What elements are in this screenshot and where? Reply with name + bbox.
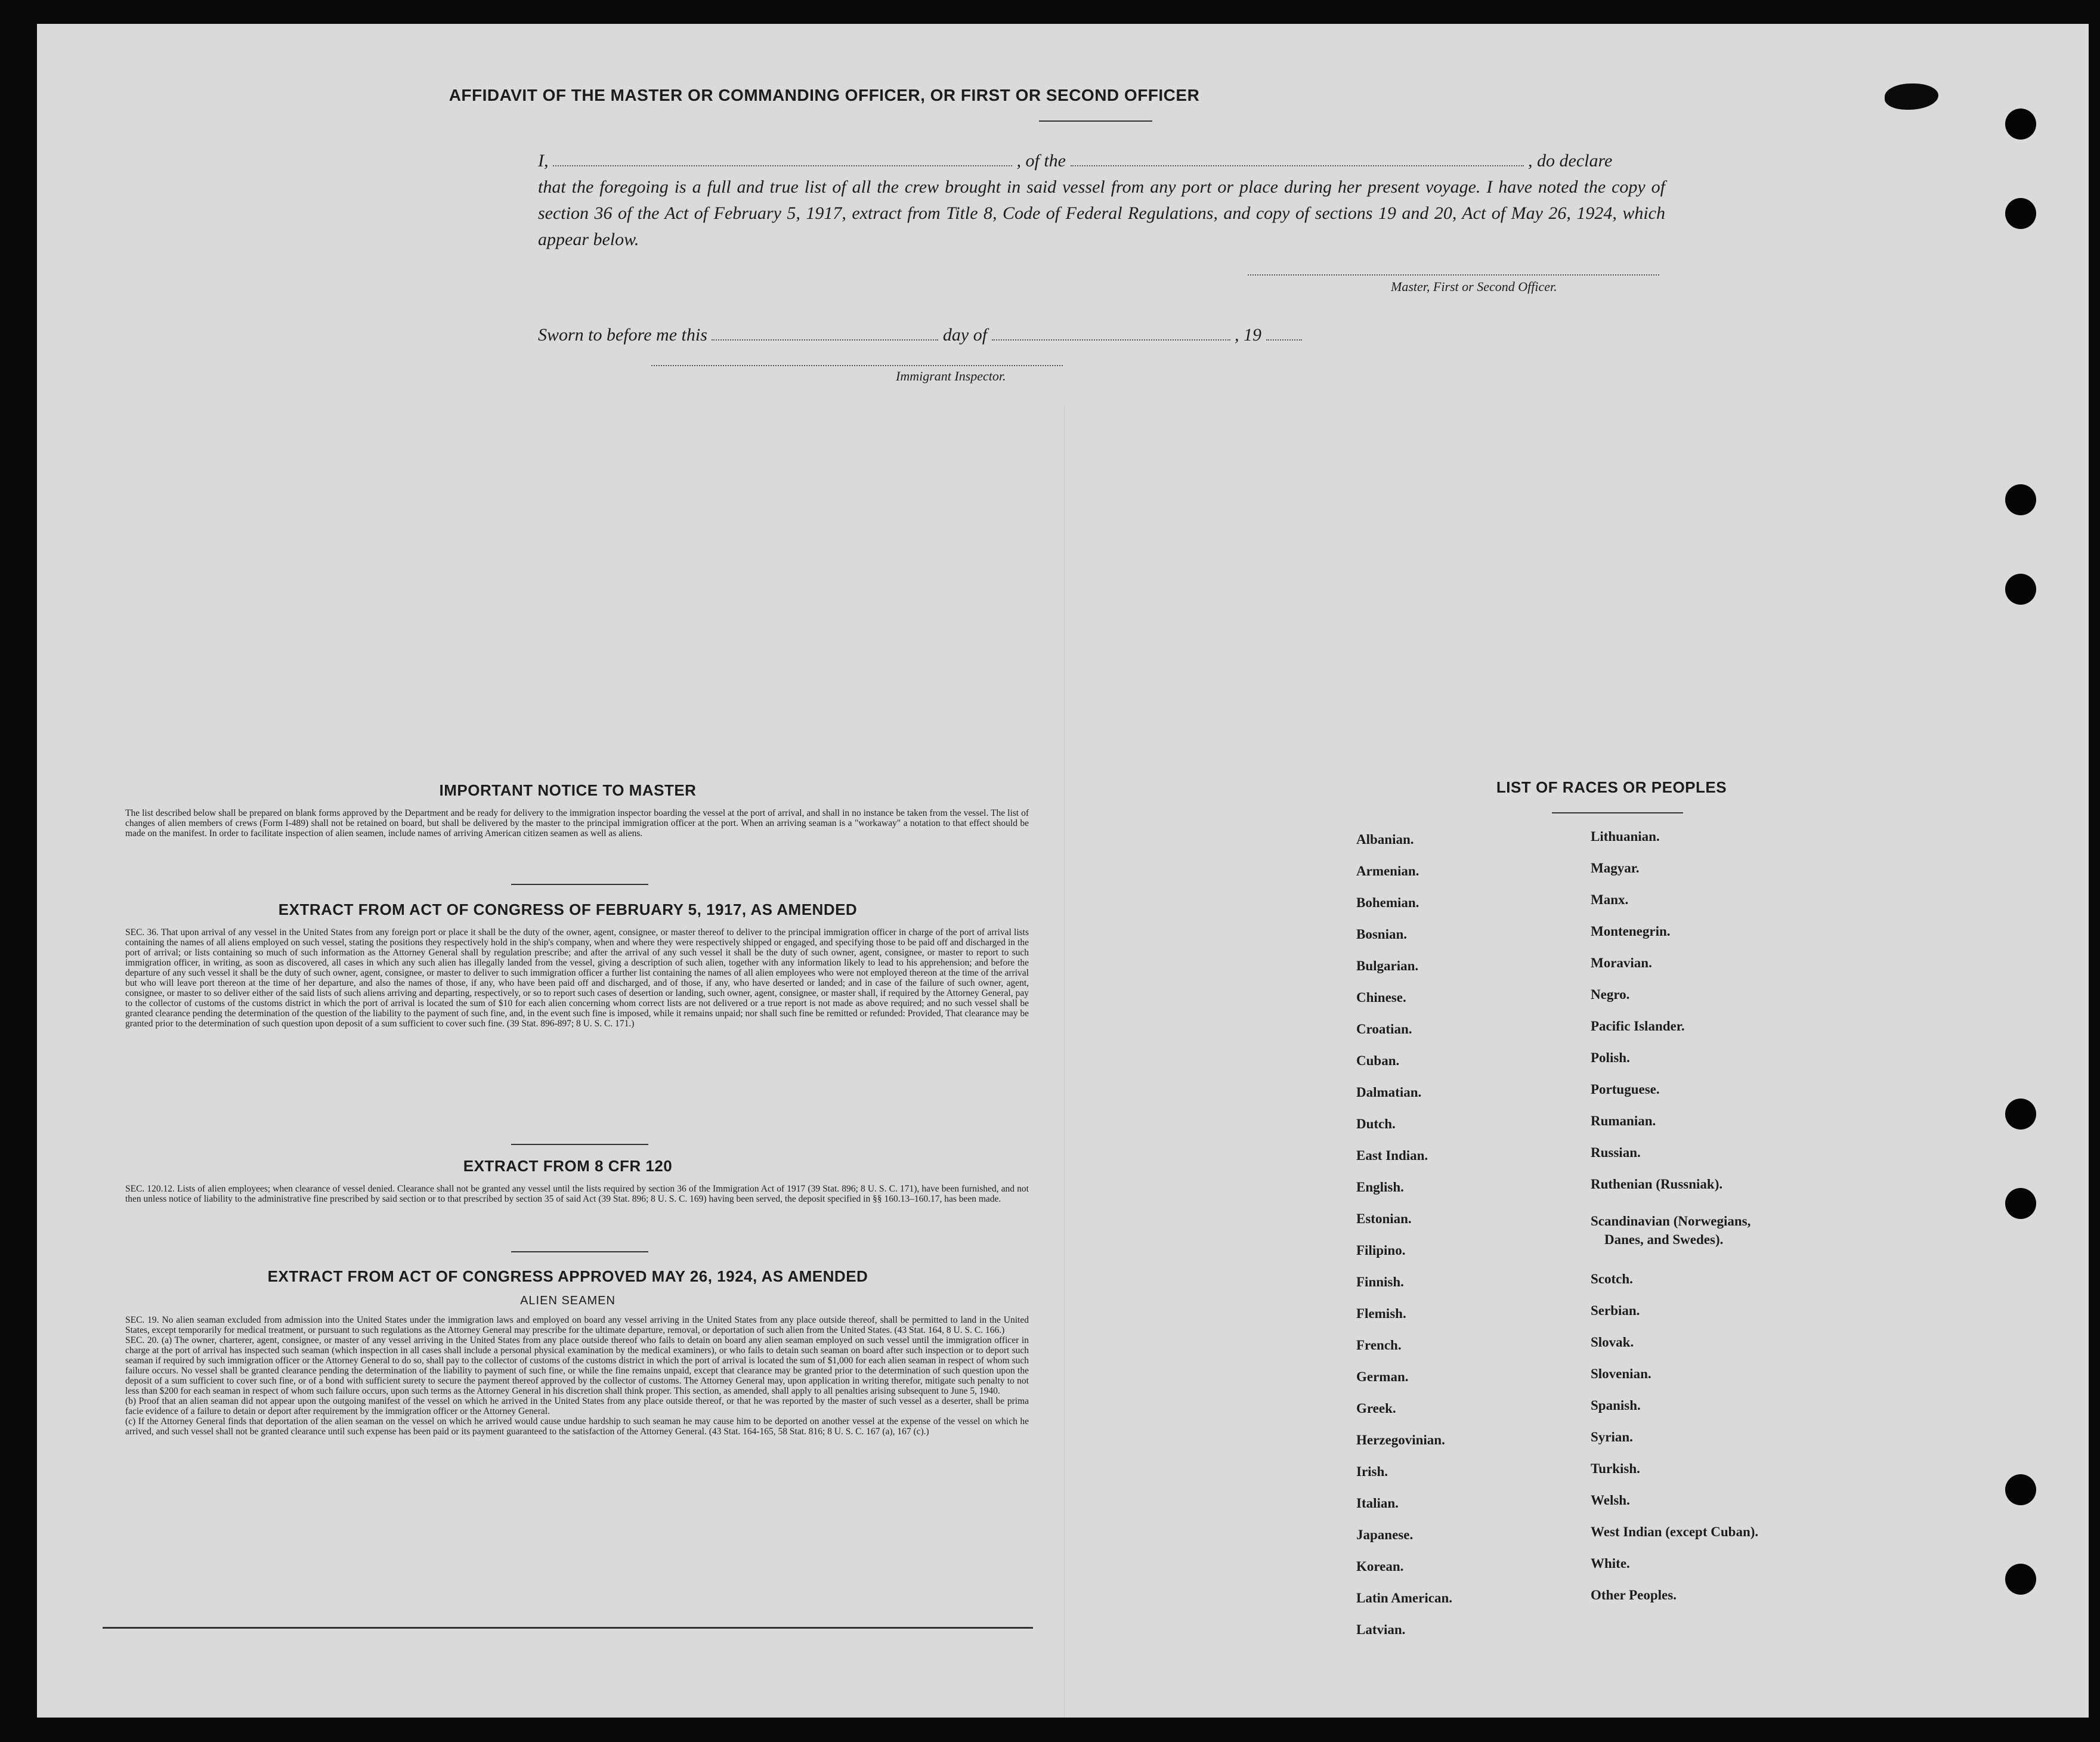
punch-hole — [2005, 1188, 2036, 1219]
vessel-blank[interactable] — [1071, 165, 1524, 166]
race-item: Welsh. — [1591, 1493, 1630, 1508]
extract-1917-body: SEC. 36. That upon arrival of any vessel in the United States from any foreign port or place it shall be the duty of the owner, agent, consignee, or master thereof to deliver to the principal immigration officer in charge of the port of arrival lists containing the names of all aliens employed on such vessel, stating the positions they respectively hold in the ship's company, when and where they were respectively shipped or engaged, and specifying those to be paid off and discharged in the port of arrival; or lists containing so much of such information as the Attorney General shall by regulation prescribe; and after the arrival of any such vessel it shall be the duty of such owner, agent, consignee, or master to report to such immigration officer, in writing, as soon as discovered, all cases in which any such alien has illegally landed from the vessel, giving a description of such alien, together with any information likely to lead to his apprehension; and before the departure of any such vessel it shall be the duty of such owner, agent, consignee, or master to deliver to such immigration officer a further list containing the names of all alien employees who were not employed thereon at the time of the arrival but who will leave port thereon at the time of her departure, and also the names of those, if any, who have been paid off and discharged, and of those, if any, who have deserted or landed; and in case of the failure of such owner, agent, consignee, or master to so deliver either of the said lists of such aliens arriving and departing, respectively, or so to report such cases of desertion or landing, such owner, agent, consignee, or master shall, if required by the Attorney General, pay to the collector of customs of the customs district in which the port of arrival is located the sum of $10 for each alien concerning whom correct lists are not delivered or a true report is not made as above required; and no such vessel shall be granted clearance pending the determination of the question of the liability to the payment of such fine, and, in the event such fine is imposed, while it remains unpaid; nor shall such fine be remitted or refunded: Provided, That clearance may be granted prior to the determination of such question upon deposit of a sum sufficient to cover such fine. (39 Stat. 896-897; 8 U. S. C. 171.) — [125, 927, 1029, 1029]
race-item: German. — [1356, 1369, 1409, 1384]
race-item: Lithuanian. — [1591, 829, 1660, 844]
race-item: Latin American. — [1356, 1591, 1452, 1605]
race-item: Montenegrin. — [1591, 924, 1671, 939]
race-item: Pacific Islander. — [1591, 1019, 1685, 1034]
sec-19-text: SEC. 19. No alien seaman excluded from admission into the United States under the immigration laws and employed on board any vessel arriving in the United States from any place outside thereof, shall be permitted to land in the United States, except temporarily for medical treatment, or pursuant to such regulations as the Attorney General may prescribe for the ultimate departure, removal, or deportation of such alien from the United States. (43 Stat. 164, 8 U. S. C. 166.) — [125, 1315, 1029, 1335]
race-item: Albanian. — [1356, 832, 1414, 847]
race-item: Russian. — [1591, 1145, 1641, 1160]
race-item: Estonian. — [1356, 1211, 1412, 1226]
race-item: Rumanian. — [1591, 1113, 1656, 1128]
race-item: Herzegovinian. — [1356, 1432, 1445, 1447]
punch-hole — [2005, 198, 2036, 229]
race-item: Spanish. — [1591, 1398, 1641, 1413]
extract-1917-rule — [511, 1144, 648, 1145]
race-item: Magyar. — [1591, 861, 1640, 875]
race-item: Bohemian. — [1356, 895, 1419, 910]
race-item: White. — [1591, 1556, 1630, 1571]
race-item: Dalmatian. — [1356, 1085, 1422, 1100]
year-label: , 19 — [1235, 325, 1262, 345]
punch-hole — [2005, 1474, 2036, 1505]
race-item: Negro. — [1591, 987, 1630, 1002]
race-item: Scandinavian (Norwegians, — [1591, 1214, 1751, 1229]
extract-1924-subtitle: ALIEN SEAMEN — [520, 1294, 616, 1307]
race-item: French. — [1356, 1338, 1402, 1353]
punch-hole — [2005, 1564, 2036, 1595]
punch-hole — [2005, 109, 2036, 140]
race-item: Filipino. — [1356, 1243, 1406, 1258]
page-fold-divider — [1064, 406, 1065, 1718]
race-item: Dutch. — [1356, 1116, 1396, 1131]
sec-20c-text: (c) If the Attorney General finds that deportation of the alien seaman on the vessel on which he arrived would cause undue hardship to such seaman he may cause him to be deported on another vessel at the expense of the vessel on which he arrived, and such vessel shall not be granted clearance until such expense has been paid or its payment guaranteed to the satisfaction of the Attorney General. (43 Stat. 164-165, 58 Stat. 816; 8 U. S. C. 167 (a), 167 (c).) — [125, 1416, 1029, 1437]
of-the-label: , of the — [1016, 151, 1066, 171]
sec-20b-text: (b) Proof that an alien seaman did not appear upon the outgoing manifest of the vessel on which he arrived in the United States from any place outside thereof, or that he was reported by the master of such vessel as a deserter, shall be prima facie evidence of a failure to detain or deport after requirement by the immigration officer or the Attorney General. — [125, 1396, 1029, 1416]
race-item: Bulgarian. — [1356, 958, 1419, 973]
master-signature-caption: Master, First or Second Officer. — [1391, 279, 1557, 294]
affidavit-declaration — [538, 148, 1665, 253]
affidavit-title-rule — [1039, 120, 1152, 122]
race-item: Flemish. — [1356, 1306, 1406, 1321]
ink-blot — [1885, 83, 1938, 110]
races-title-rule — [1552, 812, 1683, 813]
race-item: Polish. — [1591, 1050, 1630, 1065]
race-item: Ruthenian (Russniak). — [1591, 1177, 1723, 1192]
race-item: Slovenian. — [1591, 1366, 1651, 1381]
race-item: Chinese. — [1356, 990, 1406, 1005]
race-item: Other Peoples. — [1591, 1588, 1677, 1602]
race-item: English. — [1356, 1180, 1404, 1195]
master-signature-line[interactable] — [1248, 274, 1659, 276]
do-declare-label: , do declare — [1528, 151, 1613, 171]
race-item: Japanese. — [1356, 1527, 1414, 1542]
race-item: Cuban. — [1356, 1053, 1400, 1068]
race-item: Latvian. — [1356, 1622, 1406, 1637]
notice-rule — [511, 884, 648, 885]
inspector-signature-line[interactable] — [651, 365, 1063, 366]
punch-hole — [2005, 1099, 2036, 1130]
races-title: LIST OF RACES OR PEOPLES — [1496, 778, 1727, 796]
bottom-rule — [103, 1627, 1033, 1629]
race-item: East Indian. — [1356, 1148, 1428, 1163]
notice-title: IMPORTANT NOTICE TO MASTER — [439, 781, 697, 799]
race-item: Korean. — [1356, 1559, 1404, 1574]
race-item: Moravian. — [1591, 955, 1652, 970]
extract-cfr-title: EXTRACT FROM 8 CFR 120 — [463, 1157, 673, 1175]
race-item: Italian. — [1356, 1496, 1399, 1511]
extract-1924-body — [125, 1315, 1029, 1437]
sworn-year-blank[interactable] — [1266, 339, 1302, 341]
inspector-signature-caption: Immigrant Inspector. — [896, 369, 1006, 383]
extract-1917-title: EXTRACT FROM ACT OF CONGRESS OF FEBRUARY 5, 1917, AS AMENDED — [278, 901, 858, 918]
race-item: Bosnian. — [1356, 927, 1408, 942]
sworn-day-blank[interactable] — [712, 339, 938, 341]
affidavit-title: AFFIDAVIT OF THE MASTER OR COMMANDING OFFICER, OR FIRST OR SECOND OFFICER — [449, 86, 1200, 104]
race-item: Scotch. — [1591, 1271, 1633, 1286]
race-item: Manx. — [1591, 892, 1629, 907]
race-item: Slovak. — [1591, 1335, 1634, 1350]
punch-hole — [2005, 574, 2036, 605]
extract-cfr-rule — [511, 1251, 648, 1252]
sworn-line — [538, 325, 1302, 345]
race-item: Finnish. — [1356, 1274, 1404, 1289]
race-item: Armenian. — [1356, 864, 1419, 878]
sworn-month-blank[interactable] — [992, 339, 1230, 341]
race-item: Serbian. — [1591, 1303, 1640, 1318]
punch-hole — [2005, 484, 2036, 515]
race-item: Croatian. — [1356, 1022, 1412, 1036]
race-item: Danes, and Swedes). — [1604, 1232, 1724, 1247]
race-item: Turkish. — [1591, 1461, 1640, 1476]
form-page — [37, 24, 2089, 1718]
sworn-label: Sworn to before me this — [538, 325, 707, 345]
race-item: Irish. — [1356, 1464, 1388, 1479]
notice-body: The list described below shall be prepared on blank forms approved by the Department and be ready for delivery to the immigration inspector boarding the vessel at the port of arrival, and shall in no instance be taken from the vessel. The list of changes of alien members of crews (Form I-489) shall not be retained on board, but shall be delivered by the master to the principal immigration officer at the port. When an arriving seaman is a "workaway" a notation to that effect should be made on the manifest. In order to facilitate inspection of alien seamen, include names of arriving American citizen seamen as well as aliens. — [125, 808, 1029, 838]
race-item: Greek. — [1356, 1401, 1396, 1416]
sec-20a-text: SEC. 20. (a) The owner, charterer, agent, consignee, or master of any vessel arriving in the United States from any place outside thereof who fails to detain on board any alien seaman employed on such vessel until the immigration officer in charge at the port of arrival has inspected such seaman (which inspection in all cases shall include a personal physical examination by the medical examiners), or who fails to detain such seaman on board after such inspection or to deport such seaman if required by such immigration officer or the Attorney General to do so, shall pay to the collector of customs of the customs district in which the port of arrival is located the sum of $1,000 for each alien seaman in respect of whom such failure occurs. No vessel shall be granted clearance pending the determination of the liability to payment of such fine, or while the fine remains unpaid, except that clearance may be granted prior to the determination of such question upon the deposit of a sum sufficient to cover such fine, or of a bond with sufficient surety to secure the payment thereof approved by the collector of customs. The Attorney General may, upon application in writing therefor, mitigate such penalty to not less than $200 for each seaman in respect of whom such failure occurs, upon such terms as the Attorney General in his discretion shall think proper. This section, as amended, shall apply to all penalties arising subsequent to June 5, 1940. — [125, 1335, 1029, 1396]
declaration-text: that the foregoing is a full and true list of all the crew brought in said vessel from any port or place during her present voyage. I have noted the copy of section 36 of the Act of February 5, 1917, extract from Title 8, Code of Federal Regulations, and copy of sections 19 and 20, Act of May 26, 1924, which appear below. — [538, 177, 1665, 249]
race-item: Portuguese. — [1591, 1082, 1660, 1097]
day-of-label: day of — [942, 325, 988, 345]
extract-cfr-body: SEC. 120.12. Lists of alien employees; when clearance of vessel denied. Clearance shall not be granted any vessel until the lists required by section 36 of the Immigration Act of 1917 (39 Stat. 896; 8 U. S. C. 171), have been furnished, and not then unless notice of liability to the administrative fine prescribed by said section or to that prescribed by section 35 of said Act (39 Stat. 896; 8 U. S. C. 169) having been served, the deposit specified in §§ 160.13–160.17, has been made. — [125, 1184, 1029, 1204]
name-blank[interactable] — [553, 165, 1012, 166]
extract-1924-title: EXTRACT FROM ACT OF CONGRESS APPROVED MAY 26, 1924, AS AMENDED — [267, 1267, 868, 1285]
declaration-first-line — [538, 148, 1665, 174]
race-item: Syrian. — [1591, 1430, 1633, 1444]
i-label: I, — [538, 151, 549, 171]
race-item: West Indian (except Cuban). — [1591, 1524, 1759, 1539]
